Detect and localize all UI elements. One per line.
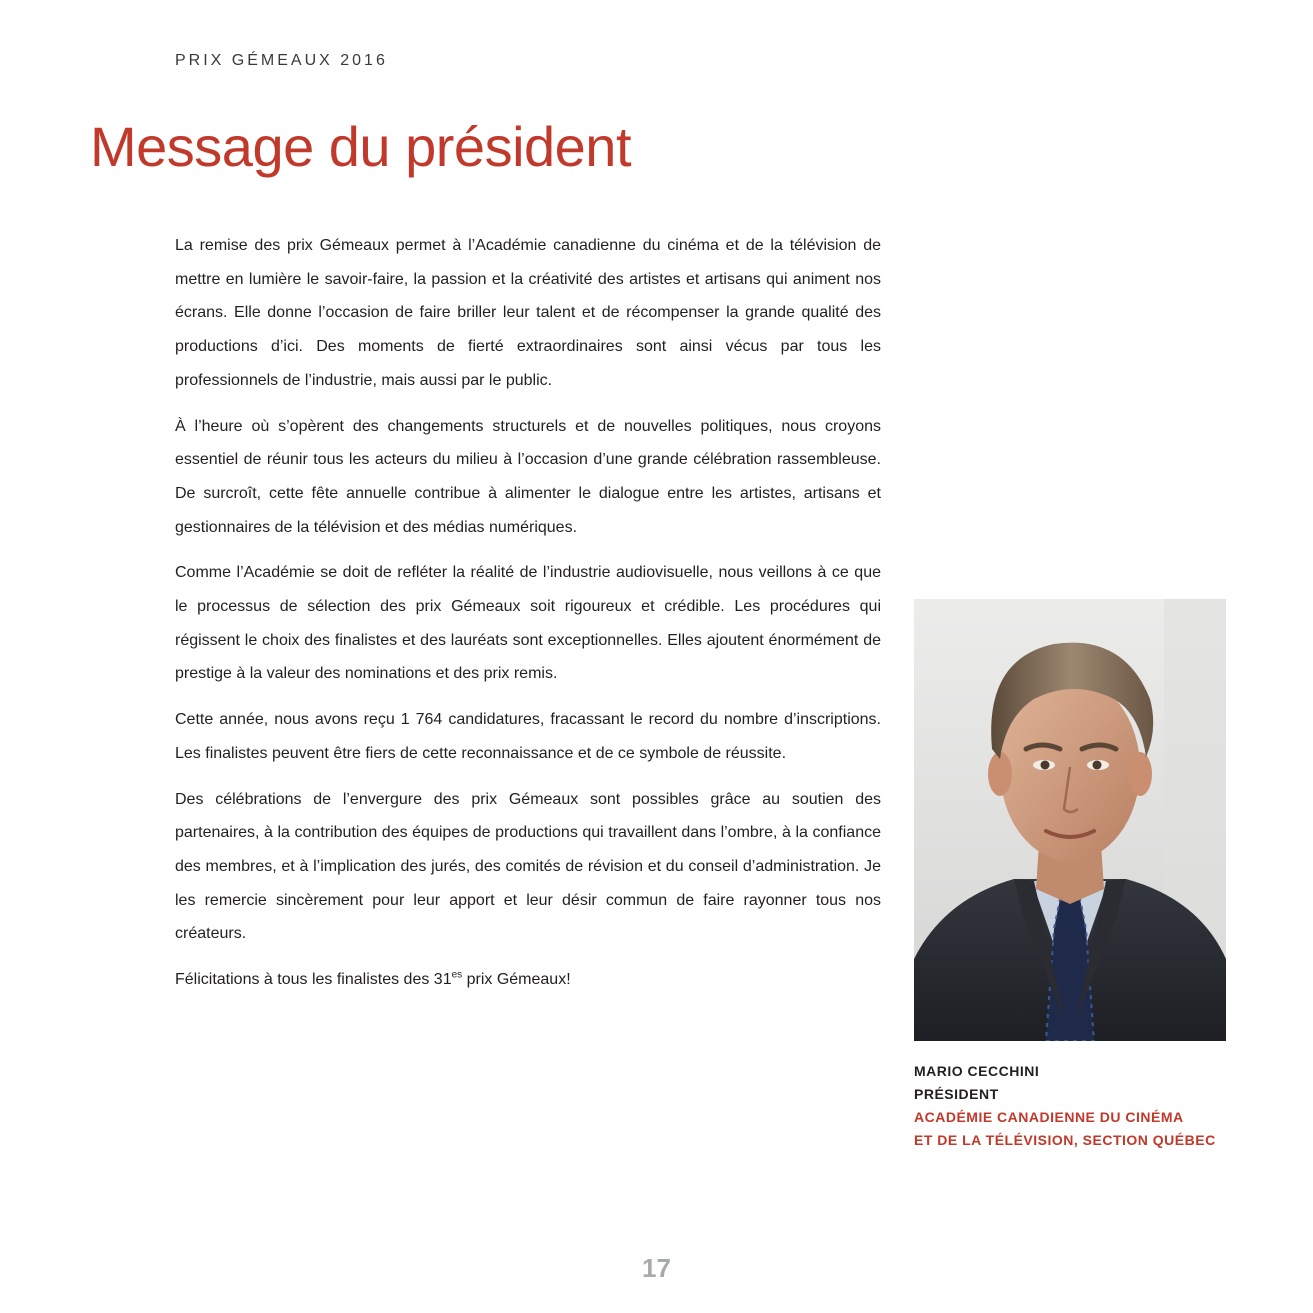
paragraph-1: La remise des prix Gémeaux permet à l’Académie canadienne du cinéma et de la télévision de mettre en lumière le savoir-faire, la passion et la créativité des artistes et artisans qui animent nos écrans. Elle donne l’occasion de faire briller leur talent et de récompenser la grande qualité des productions d’ici. Des moments de fierté extraordinaires sont ainsi vécus par tous les professionnels de l’industrie, mais aussi par le public. [175,237,881,389]
running-header: PRIX GÉMEAUX 2016 [175,52,388,69]
caption-name: MARIO CECCHINI [914,1063,1040,1079]
portrait-illustration [914,599,1226,1041]
photo-caption [914,1060,1216,1152]
page-number: 17 [642,1253,671,1283]
message-body [175,229,881,1009]
closing-text-end: prix Gémeaux! [462,971,571,989]
paragraph-4: Cette année, nous avons reçu 1 764 candidatures, fracassant le record du nombre d’inscriptions. Les finalistes peuvent être fiers de cette reconnaissance et de ce symbole de réussite. [175,711,881,762]
paragraph-3: Comme l’Académie se doit de refléter la réalité de l’industrie audiovisuelle, nous veillons à ce que le processus de sélection des prix Gémeaux soit rigoureux et crédible. Les procédures qui régissent le choix des finalistes et des lauréats sont exceptionnelles. Elles ajoutent énormément de prestige à la valeur des nominations et des prix remis. [175,564,881,683]
caption-organization-line-2: ET DE LA TÉLÉVISION, SECTION QUÉBEC [914,1132,1216,1148]
closing-text-start: Félicitations à tous les finalistes des 31 [175,971,452,989]
paragraph-5: Des célébrations de l’envergure des prix Gémeaux sont possibles grâce au soutien des partenaires, à la contribution des équipes de productions qui travaillent dans l’ombre, à la confiance des membres, et à l’implication des jurés, des comités de révision et du conseil d’administration. Je les remercie sincèrement pour leur apport et leur désir commun de faire rayonner tous nos créateurs. [175,790,881,943]
ordinal-superscript: es [451,969,463,981]
president-portrait-photo [914,599,1226,1041]
page-title: Message du président [90,115,632,178]
paragraph-2: À l’heure où s’opèrent des changements structurels et de nouvelles politiques, nous croyons essentiel de réunir tous les acteurs du milieu à l’occasion d’une grande célébration rassembleuse. De surcroît, cette fête annuelle contribue à alimenter le dialogue entre les artistes, artisans et gestionnaires de la télévision et des médias numériques. [175,417,881,536]
caption-organization-line-1: ACADÉMIE CANADIENNE DU CINÉMA [914,1109,1184,1125]
closing-paragraph [175,963,881,997]
caption-role: PRÉSIDENT [914,1086,999,1102]
